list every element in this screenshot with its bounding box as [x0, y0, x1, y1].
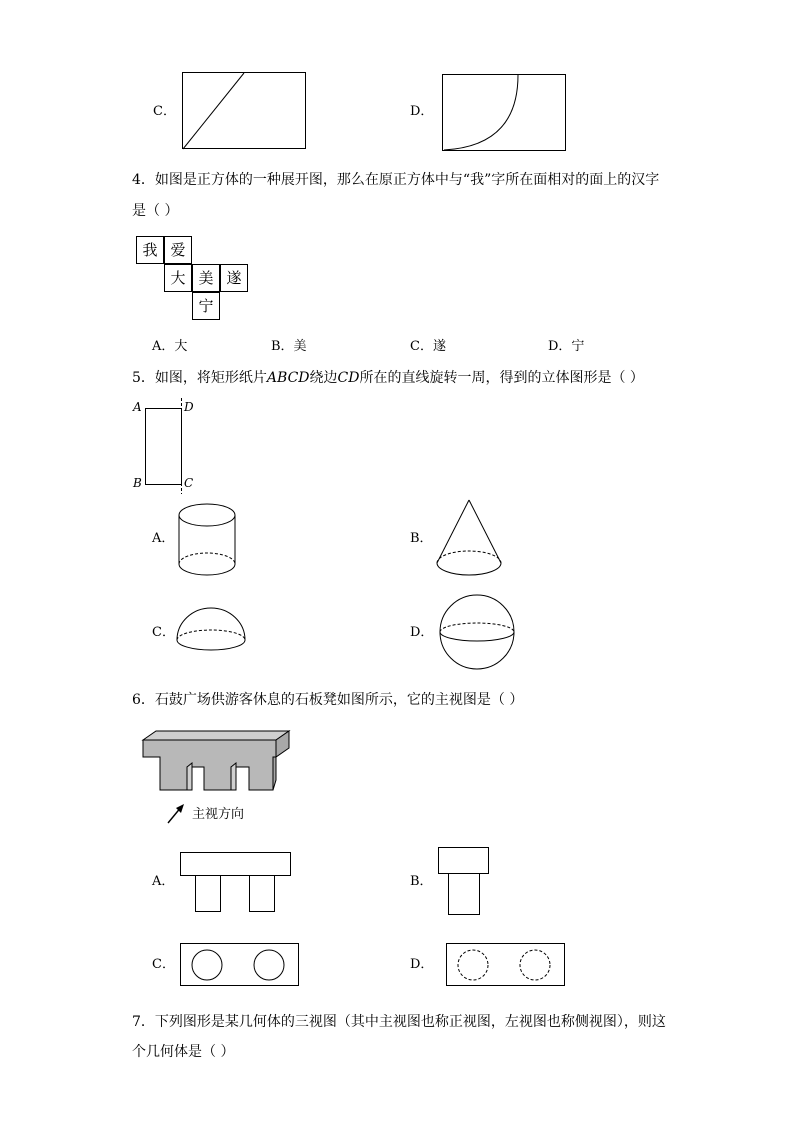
- q4-option-d[interactable]: D．宁: [548, 339, 585, 354]
- q3-option-d-label: D．: [410, 104, 434, 119]
- q7-text-line2: 个几何体是（ ）: [132, 1044, 235, 1060]
- q5-edge-name: CD: [337, 370, 360, 386]
- q6-option-a-figure: [180, 852, 292, 914]
- q4-text-line2: 是（ ）: [132, 203, 179, 219]
- q6-option-a-label: A．: [152, 874, 175, 889]
- net-cell-da: 大: [164, 264, 192, 292]
- q4-option-a[interactable]: A．大: [152, 339, 188, 354]
- q5-option-a-label: A．: [152, 531, 175, 546]
- q5-text-prefix: 5．如图，将矩形纸片: [132, 370, 267, 386]
- q6-option-b-label: B．: [410, 874, 433, 889]
- net-cell-sui: 遂: [220, 264, 248, 292]
- q4-option-c[interactable]: C．遂: [410, 339, 446, 354]
- q5-rectangle-figure: [130, 398, 200, 494]
- net-cell-mei: 美: [192, 264, 220, 292]
- point-b-label: B: [133, 476, 142, 490]
- net-cell-wo: 我: [136, 236, 164, 264]
- point-a-label: A: [133, 400, 142, 414]
- q6-stone-bench-figure: [142, 730, 290, 796]
- net-cell-ai: 爱: [164, 236, 192, 264]
- q5-text-mid: 绕边: [309, 370, 338, 386]
- q7-text-line1: 7．下列图形是某几何体的三视图（其中主视图也称正视图，左视图也称侧视图），则这: [132, 1014, 666, 1030]
- q5-option-c-hemisphere: [175, 606, 247, 656]
- q5-rect-name: ABCD: [266, 370, 310, 386]
- q5-option-a-cylinder: [178, 502, 238, 578]
- q6-direction-label: 主视方向: [192, 807, 245, 822]
- q5-option-b-cone: [435, 499, 503, 579]
- q6-option-d-label: D．: [410, 957, 434, 972]
- q4-cube-net: [136, 236, 252, 322]
- q6-option-b-figure: [438, 847, 490, 917]
- q5-option-d-sphere: [438, 594, 516, 670]
- point-c-label: C: [184, 476, 194, 490]
- q6-text: 6．石鼓广场供游客休息的石板凳如图所示，它的主视图是（ ）: [132, 692, 524, 708]
- q3-option-c-figure: [182, 72, 306, 150]
- q5-text-suffix: 所在的直线旋转一周，得到的立体图形是（ ）: [359, 370, 644, 386]
- q6-option-c-label: C．: [152, 957, 175, 972]
- q5-text: [132, 368, 644, 388]
- q5-option-d-label: D．: [410, 625, 434, 640]
- q3-option-c-label: C．: [153, 104, 176, 119]
- q3-option-d-figure: [442, 74, 566, 152]
- q4-option-b[interactable]: B．美: [271, 339, 307, 354]
- point-d-label: D: [184, 400, 194, 414]
- q5-option-b-label: B．: [410, 531, 433, 546]
- q6-view-direction-arrow-icon: [166, 803, 186, 825]
- q6-option-d-figure: [446, 943, 566, 987]
- q5-option-c-label: C．: [152, 625, 175, 640]
- net-cell-ning: 宁: [192, 292, 220, 320]
- q4-text-line1: 4．如图是正方体的一种展开图，那么在原正方体中与“我”字所在面相对的面上的汉字: [132, 172, 660, 188]
- q6-option-c-figure: [180, 943, 300, 987]
